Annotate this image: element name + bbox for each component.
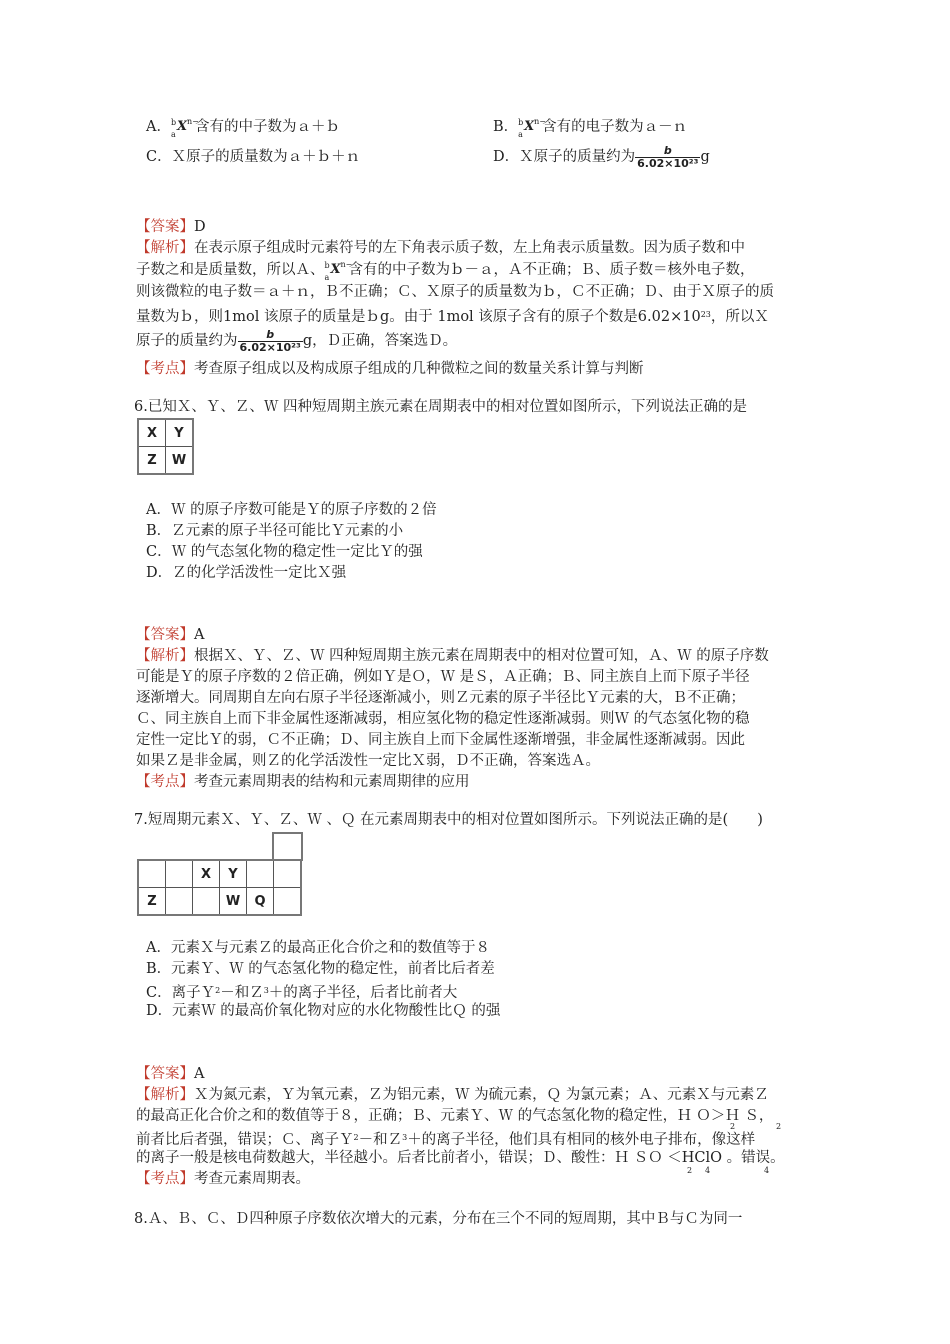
q7-analysis-1: 【解析】Ｘ为氮元素，Ｙ为氧元素，Ｚ为铝元素，Ｗ 为硫元素，Ｑ 为氯元素；Ａ、元素Ｘ与元素Ｚ [136,1087,769,1103]
q7-option-a: A．元素Ｘ与元素Ｚ的最高正化合价之和的数值等于８ [146,940,490,956]
q5-answer: 【答案】D [136,219,206,235]
cell-empty [166,888,193,916]
q5-analysis-3: 则该微粒的电子数＝ａ＋ｎ，Ｂ不正确；Ｃ、Ｘ原子的质量数为ｂ，Ｃ不正确；Ｄ、由于Ｘ原子的质 [136,284,774,300]
q6-analysis-4: Ｃ、同主族自上而下非金属性逐渐减弱，相应氢化物的稳定性逐渐减弱。则Ｗ 的气态氢化物的稳 [136,711,750,727]
cell-empty [138,860,166,888]
q6-periodic-table [137,418,194,475]
subscript: 2 [776,1122,782,1131]
cell-y: Y [166,419,194,447]
q5-analysis-2: 子数之和是质量数，所以Ａ、 b a X n− 含有的中子数为ｂ－ａ，Ａ不正确；Ｂ、质子数＝核外电子数， [136,260,755,282]
cell-z: Z [138,888,166,916]
q5-option-d: D．Ｘ原子的质量约为 $\frac{b}{\text{6.02×10²³}}$ g [493,143,710,170]
q7-answer: 【答案】A [136,1066,205,1082]
cell-empty [247,860,274,888]
q6-analysis-3: 逐渐增大。同周期自左向右原子半径逐渐减小，则Ｚ元素的原子半径比Ｙ元素的大，Ｂ不正确； [136,690,745,706]
q6-point: 【考点】考查元素周期表的结构和元素周期律的应用 [136,774,470,790]
cell-w: W [166,447,194,475]
q7-analysis-4: 的离子一般是核电荷数越大，半径越小。后者比前者小，错误；Ｄ、酸性：Ｈ ＳＯ ＜HClO 。错误。 [136,1150,785,1166]
q5-option-b: B． b a X n− 含有的电子数为ａ－ｎ [493,117,688,139]
cell-empty [166,860,193,888]
cell-w: W [220,888,247,916]
q6-option-a: A．Ｗ 的原子序数可能是Ｙ的原子序数的２倍 [146,502,437,518]
q7-stem: 7.短周期元素Ｘ、Ｙ、Ｚ、Ｗ 、Ｑ 在元素周期表中的相对位置如图所示。下列说法正确的是( ) [134,812,763,828]
cell-empty [274,860,302,888]
q6-analysis-2: 可能是Ｙ的原子序数的２倍正确，例如Ｙ是Ｏ，Ｗ 是Ｓ，Ａ正确；Ｂ、同主族自上而下原子半径 [136,669,750,685]
q6-option-c: C．Ｗ 的气态氢化物的稳定性一定比Ｙ的强 [146,544,423,560]
q7-point: 【考点】考查元素周期表。 [136,1171,310,1187]
q6-option-d: D．Ｚ的化学活泼性一定比Ｘ强 [146,565,347,581]
cell-empty [193,888,220,916]
cell-x: X [193,860,220,888]
q8-stem: 8.Ａ、Ｂ、Ｃ、Ｄ四种原子序数依次增大的元素，分布在三个不同的短周期，其中Ｂ与Ｃ为同一 [134,1211,743,1227]
q7-periodic-table [137,832,302,914]
cell-y: Y [220,860,247,888]
mass-fraction: $\frac{b}{\text{6.02×10²³}}$ [239,327,301,354]
q6-analysis-1: 【解析】根据Ｘ、Ｙ、Ｚ、Ｗ 四种短周期主族元素在周期表中的相对位置可知，Ａ、Ｗ 的原子序数 [136,648,769,664]
subscript: 2 [730,1122,736,1131]
q7-analysis-3: 前者比后者强，错误；Ｃ、离子Ｙ$^2$－和Ｚ$^3$＋的离子半径，他们具有相同的核外电子排布，像这样 [136,1132,756,1148]
q5-option-a: A． b a X n− 含有的中子数为ａ＋ｂ [146,117,340,139]
q7-option-b: B．元素Ｙ、Ｗ 的气态氢化物的稳定性，前者比后者差 [146,961,495,977]
q5-analysis-1: 【解析】在表示原子组成时元素符号的左下角表示质子数，左上角表示质量数。因为质子数和中 [136,240,745,256]
nuclide-symbol: b a X n− [170,117,199,139]
q7-option-d: D．元素Ｗ 的最高价氧化物对应的水化物酸性比Ｑ 的强 [146,1003,501,1019]
mass-fraction: $\frac{b}{\text{6.02×10²³}}$ [637,143,699,170]
cell-z: Z [138,447,166,475]
cell-x: X [138,419,166,447]
subscript: 2 [687,1166,693,1175]
q5-option-c: C．Ｘ原子的质量数为ａ＋ｂ＋ｎ [146,149,361,165]
cell-empty [274,888,302,916]
subscript: 4 [764,1166,770,1175]
q6-analysis-6: 如果Ｚ是非金属，则Ｚ的化学活泼性一定比Ｘ弱，Ｄ不正确，答案选Ａ。 [136,753,600,769]
q7-option-c: C．离子Ｙ$^2$－和Ｚ$^3$＋的离子半径，后者比前者大 [146,985,458,1001]
q5-point: 【考点】考查原子组成以及构成原子组成的几种微粒之间的数量关系计算与判断 [136,361,644,377]
cell-q: Q [247,888,274,916]
nuclide-symbol: b a X n− [518,117,547,139]
q6-stem: 6.已知Ｘ、Ｙ、Ｚ、Ｗ 四种短周期主族元素在周期表中的相对位置如图所示，下列说法正确的是 [134,399,747,415]
q6-analysis-5: 定性一定比Ｙ的弱，Ｃ不正确；Ｄ、同主族自上而下金属性逐渐增强，非金属性逐渐减弱。因此 [136,732,745,748]
q5-analysis-5: 原子的质量约为 $\frac{b}{\text{6.02×10²³}}$ g，Ｄ正确，答案选Ｄ。 [136,327,458,354]
q5-analysis-4: 量数为ｂ，则1mol 该原子的质量是ｂg。由于 1mol 该原子含有的原子个数是$6.02\times 10^{23}$，所以Ｘ [136,309,769,325]
q6-answer: 【答案】A [136,627,205,643]
q7-analysis-2: 的最高正化合价之和的数值等于８，正确；Ｂ、元素Ｙ、Ｗ 的气态氢化物的稳定性，Ｈ Ｏ＞Ｈ Ｓ， [136,1108,774,1124]
nuclide-symbol: b a X n− [324,260,353,282]
subscript: 4 [705,1166,711,1175]
q6-option-b: B．Ｚ元素的原子半径可能比Ｙ元素的小 [146,523,404,539]
